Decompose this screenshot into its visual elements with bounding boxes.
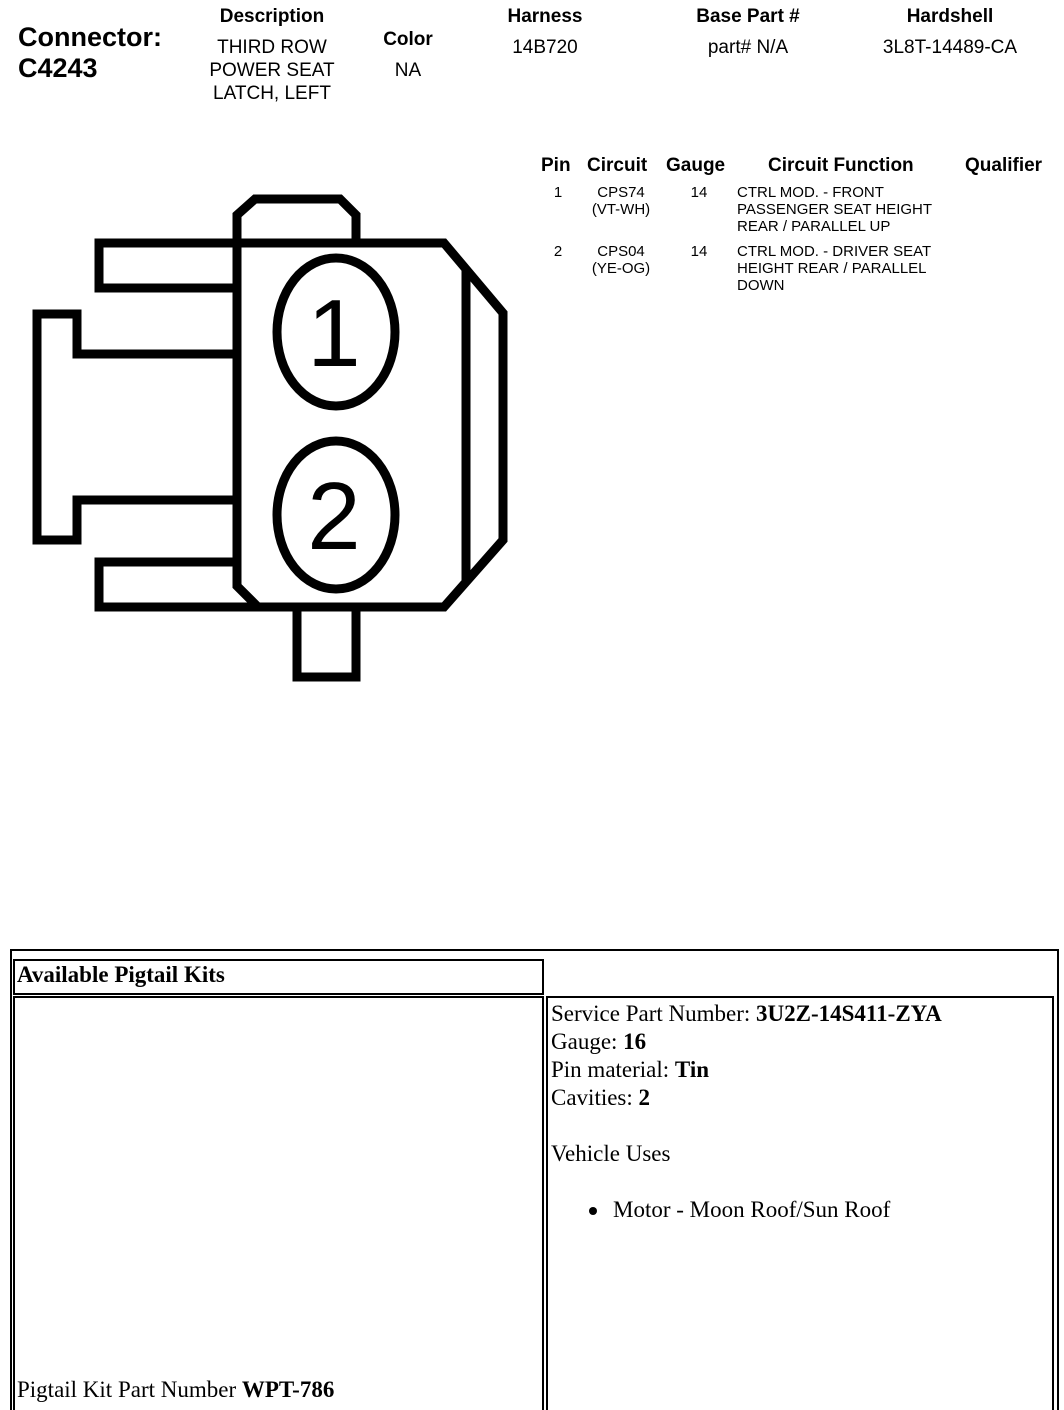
- pin-circuit: [582, 184, 660, 218]
- vehicle-uses-label: Vehicle Uses: [551, 1141, 671, 1166]
- circuit-line: (VT-WH): [591, 201, 651, 218]
- pin-number: 2: [553, 243, 563, 260]
- circuit-line: CPS74: [597, 184, 645, 201]
- pigtail-kit-part: [17, 1376, 334, 1404]
- circuit-line: CPS04: [597, 243, 645, 260]
- function-line: REAR / PARALLEL UP: [737, 218, 891, 235]
- circuit-line: (YE-OG): [591, 260, 651, 277]
- color-label: Color: [383, 29, 433, 50]
- left-clip-upper: [37, 314, 237, 540]
- function-line: PASSENGER SEAT HEIGHT: [737, 201, 933, 218]
- connector-face-diagram: [0, 0, 560, 700]
- hardshell-label: Hardshell: [906, 6, 994, 27]
- pigtail-left-cell: [13, 996, 544, 1410]
- pin-gauge: 14: [690, 184, 708, 201]
- description-label: Description: [219, 6, 325, 27]
- base-part-label: Base Part #: [696, 6, 800, 27]
- pin-col-header: Pin: [541, 155, 571, 176]
- pin-1-label: 1: [307, 280, 361, 387]
- service-part-row: [551, 1000, 942, 1028]
- base-part-value: part# N/A: [707, 37, 789, 58]
- pin-function: [737, 243, 931, 294]
- hardshell-value: 3L8T-14489-CA: [882, 37, 1018, 58]
- kit-part-value: WPT-786: [241, 1377, 335, 1402]
- function-line: CTRL MOD. - DRIVER SEAT: [737, 243, 932, 260]
- description-line: LATCH, LEFT: [213, 83, 331, 104]
- pin-2-label: 2: [307, 463, 361, 570]
- cavities-row: [551, 1084, 942, 1112]
- pin-circuit: [582, 243, 660, 277]
- harness-value: 14B720: [512, 37, 578, 58]
- qualifier-col-header: Qualifier: [965, 155, 1043, 176]
- pigtail-title: Available Pigtail Kits: [17, 962, 225, 987]
- gauge-value: 16: [623, 1029, 647, 1054]
- function-line: CTRL MOD. - FRONT: [737, 184, 884, 201]
- function-line: HEIGHT REAR / PARALLEL: [737, 260, 927, 277]
- service-part-label: Service Part Number:: [551, 1001, 751, 1026]
- pin-number: 1: [553, 184, 563, 201]
- pin-material-value: Tin: [674, 1057, 710, 1082]
- cavities-value: 2: [638, 1085, 651, 1110]
- function-col-header: Circuit Function: [768, 155, 914, 176]
- vehicle-use-text: Motor - Moon Roof/Sun Roof: [613, 1197, 891, 1222]
- gauge-col-header: Gauge: [666, 155, 726, 176]
- function-line: DOWN: [737, 277, 785, 294]
- service-part-value: 3U2Z-14S411-ZYA: [756, 1001, 942, 1026]
- description-line: POWER SEAT: [209, 60, 335, 81]
- description-line: THIRD ROW: [217, 37, 327, 58]
- gauge-row: [551, 1028, 942, 1056]
- cavities-label: Cavities:: [551, 1085, 633, 1110]
- bottom-key-tab: [297, 607, 356, 677]
- left-upper-rail: [99, 243, 237, 288]
- pin-material-label: Pin material:: [551, 1057, 670, 1082]
- gauge-label: Gauge:: [551, 1029, 618, 1054]
- pin-function: [737, 184, 932, 235]
- pigtail-details: [551, 1000, 942, 1224]
- connector-label: Connector:: [18, 22, 162, 52]
- color-value: NA: [394, 60, 422, 81]
- circuit-col-header: Circuit: [587, 155, 648, 176]
- top-latch-tab: [237, 199, 356, 243]
- kit-part-label: Pigtail Kit Part Number: [17, 1377, 237, 1402]
- pin-gauge: 14: [690, 243, 708, 260]
- bullet-icon: [589, 1207, 597, 1215]
- harness-label: Harness: [507, 6, 583, 27]
- vehicle-use-item: [551, 1196, 942, 1224]
- pin-material-row: [551, 1056, 942, 1084]
- connector-id: C4243: [18, 53, 98, 83]
